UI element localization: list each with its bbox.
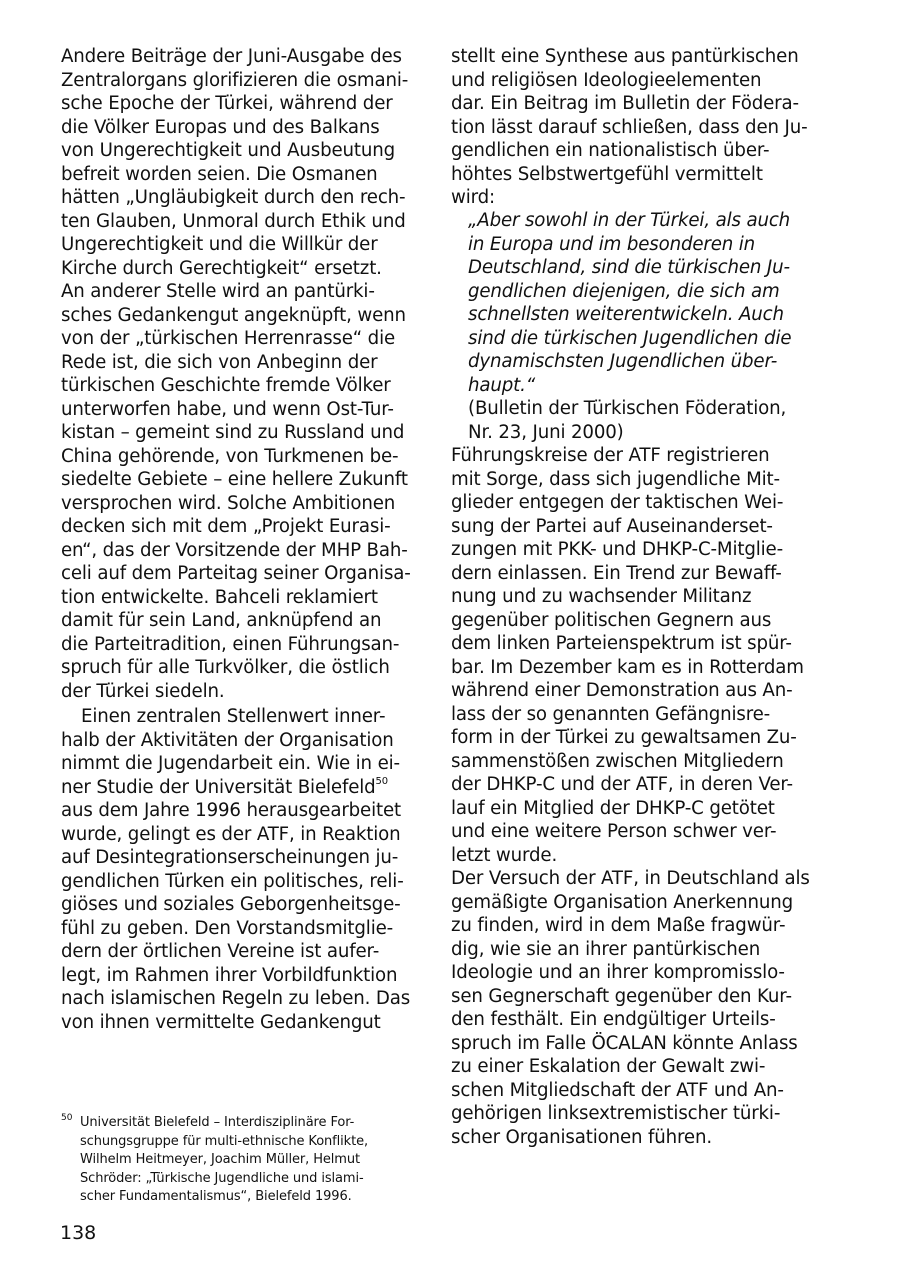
body-text-line: glieder entgegen der taktischen Wei- (451, 492, 784, 513)
body-text-line: von der „türkischen Herrenrasse“ die (61, 328, 396, 349)
body-text-line: scher Organisationen führen. (451, 1126, 712, 1148)
body-text-line: sche Epoche der Türkei, während der (61, 93, 393, 114)
body-text-line: Führungskreise der ATF registrieren (451, 445, 770, 466)
body-text-line: Der Versuch der ATF, in Deutschland als (451, 868, 810, 889)
body-text-line: zu finden, wird in dem Maße fragwür- (451, 915, 786, 936)
quote-line: Deutschland, sind die türkischen Ju- (468, 257, 790, 278)
body-text-line: der DHKP-C und der ATF, in deren Ver- (451, 774, 793, 795)
body-text-line: schen Mitgliedschaft der ATF und An- (451, 1079, 784, 1101)
footnote-line: Universität Bielefeld – Interdisziplinäre For- (80, 1115, 355, 1130)
body-text-line: dar. Ein Beitrag im Bulletin der Födera- (451, 93, 799, 114)
body-text-line: tion entwickelte. Bahceli reklamiert (61, 586, 378, 608)
body-text-line: spruch für alle Turkvölker, die östlich (61, 657, 390, 678)
body-text-line: letzt wurde. (451, 844, 558, 866)
body-text-line: höhtes Selbstwertgefühl vermittelt (451, 163, 763, 185)
body-text-line: form in der Türkei zu gewaltsamen Zu- (451, 727, 797, 748)
body-text-line: mit Sorge, dass sich jugendliche Mit- (451, 468, 780, 490)
body-text-line: versprochen wird. Solche Ambitionen (61, 492, 396, 514)
body-text-line: befreit worden seien. Die Osmanen (61, 163, 378, 185)
body-text-line: bar. Im Dezember kam es in Rotterdam (451, 656, 804, 678)
body-text-line: sammenstößen zwischen Mitgliedern (451, 750, 784, 772)
body-text-line: sung der Partei auf Auseinanderset- (451, 515, 773, 537)
body-text-line: auf Desintegrationserscheinungen ju- (61, 847, 399, 868)
body-text-line: sches Gedankengut angeknüpft, wenn (61, 304, 406, 326)
body-text-line: während einer Demonstration aus An- (451, 680, 793, 701)
body-text-line: wurde, gelingt es der ATF, in Reaktion (61, 823, 401, 845)
body-text-line: zu einer Eskalation der Gewalt zwi- (451, 1056, 766, 1077)
body-text-line: dern der örtlichen Vereine ist aufer- (61, 941, 380, 962)
body-text-line: halb der Aktivitäten der Organisation (61, 729, 394, 751)
body-text-line: aus dem Jahre 1996 herausgearbeitet (61, 800, 402, 821)
body-text-line: Ideologie und an ihrer kompromisslo- (451, 962, 785, 983)
body-text-line: von ihnen vermittelte Gedankengut (61, 1011, 381, 1033)
body-text-line: dem linken Parteienspektrum ist spür- (451, 633, 792, 654)
body-text-line: spruch im Falle ÖCALAN könnte Anlass (451, 1032, 798, 1054)
body-text-line: den festhält. Ein endgültiger Urteils- (451, 1009, 776, 1030)
quote-line: dynamischsten Jugendlichen über- (468, 351, 778, 372)
citation-line: Nr. 23, Juni 2000) (468, 421, 624, 443)
body-text-line: legt, im Rahmen ihrer Vorbildfunktion (61, 964, 398, 986)
body-text-line: tion lässt darauf schließen, dass den Ju- (451, 116, 808, 138)
quote-line: gendlichen diejenigen, die sich am (468, 280, 780, 302)
body-text-line: giöses und soziales Geborgenheitsge- (61, 894, 401, 915)
body-text-line: dig, wie sie an ihrer pantürkischen (451, 938, 761, 960)
body-text-line: lauf ein Mitglied der DHKP-C getötet (451, 797, 775, 819)
body-text-line: der Türkei siedeln. (61, 680, 225, 702)
body-text-line: en“, das der Vorsitzende der MHP Bah- (61, 539, 408, 561)
body-text-line: An anderer Stelle wird an pantürki- (61, 281, 375, 302)
citation-line: (Bulletin der Türkischen Föderation, (468, 398, 787, 419)
body-text-line: Rede ist, die sich von Anbeginn der (61, 351, 378, 373)
body-text-line: ten Glauben, Unmoral durch Ethik und (61, 210, 406, 232)
body-text-line: Einen zentralen Stellenwert inner- (81, 706, 386, 727)
footnote-reference: 50 (375, 776, 388, 788)
body-text-line: gemäßigte Organisation Anerkennung (451, 891, 793, 913)
quote-line: „Aber sowohl in der Türkei, als auch (468, 210, 791, 231)
body-text-line: China gehörende, von Turkmenen be- (61, 445, 399, 467)
body-text-line: fühl zu geben. Den Vorstandsmitglie- (61, 917, 394, 939)
body-text-line: Kirche durch Gerechtigkeit“ ersetzt. (61, 257, 382, 279)
body-text-line: und eine weitere Person schwer ver- (451, 821, 777, 842)
body-text-line: nung und zu wachsender Militanz (451, 586, 752, 607)
body-text-line: dern einlassen. Ein Trend zur Bewaff- (451, 562, 782, 584)
body-text-line: gehörigen linksextremistischer türki- (451, 1103, 781, 1124)
body-text-line: und religiösen Ideologieelementen (451, 69, 762, 91)
body-text-line: gendlichen Türken ein politisches, reli- (61, 870, 404, 892)
body-text-line: lass der so genannten Gefängnisre- (451, 703, 771, 725)
footnote-line: Schröder: „Türkische Jugendliche und islami- (80, 1170, 364, 1186)
footnote-number: 50 (61, 1113, 73, 1123)
body-text-line: unterworfen habe, und wenn Ost-Tur- (61, 398, 394, 420)
quote-line: haupt.“ (468, 374, 536, 396)
footnote-line: scher Fundamentalismus“, Bielefeld 1996. (80, 1189, 352, 1204)
body-text-line: damit für sein Land, anknüpfend an (61, 610, 382, 631)
body-text-line: zungen mit PKK- und DHKP-C-Mitglie- (451, 539, 783, 560)
footnote-line: schungsgruppe für multi-ethnische Konflikte, (80, 1133, 369, 1149)
body-text-line: sen Gegnerschaft gegenüber den Kur- (451, 985, 792, 1007)
quote-line: in Europa und im besonderen in (468, 233, 756, 255)
body-text-line: Andere Beiträge der Juni-Ausgabe des (61, 46, 402, 67)
body-text-line: die Parteitradition, einen Führungsan- (61, 633, 400, 655)
page-number: 138 (60, 1222, 97, 1244)
footnote-line: Wilhelm Heitmeyer, Joachim Müller, Helmut (80, 1152, 361, 1167)
body-text-line: ner Studie der Universität Bielefeld$^{50}$ (61, 776, 388, 798)
body-text-line: gendlichen ein nationalistisch über- (451, 140, 770, 161)
quote-line: schnellsten weiterentwickeln. Auch (468, 304, 784, 325)
body-text-line: stellt eine Synthese aus pantürkischen (451, 46, 799, 67)
body-text-line: Zentralorgans glorifizieren die osmani- (61, 69, 409, 91)
body-text-line: celi auf dem Parteitag seiner Organisa- (61, 563, 411, 584)
body-text-line: wird: (451, 187, 496, 208)
body-text-line: siedelte Gebiete – eine hellere Zukunft (61, 469, 408, 490)
body-text-line: Ungerechtigkeit und die Willkür der (61, 234, 378, 255)
body-text-line: hätten „Ungläubigkeit durch den rech- (61, 187, 406, 208)
body-text-line: kistan – gemeint sind zu Russland und (61, 422, 405, 443)
body-text-line: nach islamischen Regeln zu leben. Das (61, 988, 411, 1009)
body-text-line: gegenüber politischen Gegnern aus (451, 609, 772, 631)
body-text-line: türkischen Geschichte fremde Völker (61, 375, 391, 396)
body-text-line: nimmt die Jugendarbeit ein. Wie in ei- (61, 753, 400, 774)
body-text-line: von Ungerechtigkeit und Ausbeutung (61, 140, 396, 161)
body-text-line: decken sich mit dem „Projekt Eurasi- (61, 516, 391, 537)
quote-line: sind die türkischen Jugendlichen die (468, 327, 792, 349)
body-text-line: die Völker Europas und des Balkans (61, 116, 380, 138)
